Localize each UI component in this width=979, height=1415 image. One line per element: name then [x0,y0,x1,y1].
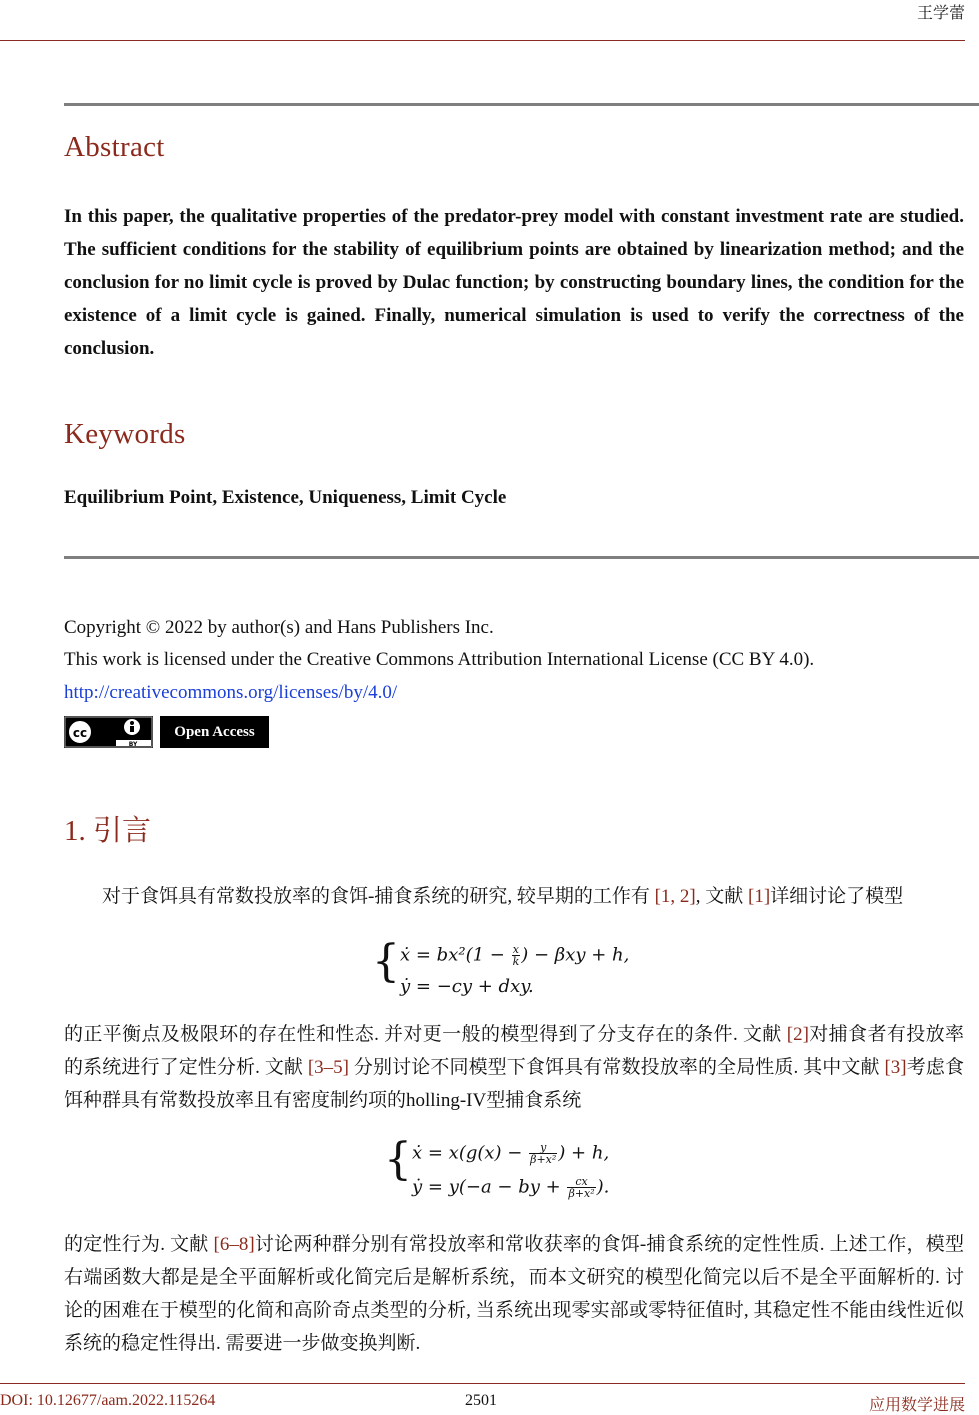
p1-text: , 文献 [695,886,749,907]
running-header-author: 王学蕾 [916,5,965,22]
p3-text: 讨论两种群分别有常投放率和常收获率的食饵-捕食系统的定性性质. 上述工作，模型右端函数大都是是全平面解析或化简完后是解析系统，而本文研究的模型化简完以后不是全平面解析的. 讨论的困难在于模型的化简和高阶奇点类型的分析, 当系统出现零实部或零特征值时, 其稳定性不能由线性近似系统的稳定性得出. 需要进一步做变换判断. [64,1234,964,1354]
equation-brace: { [372,936,400,987]
keywords-text: Equilibrium Point, Existence, Uniqueness, Limit Cycle [64,487,507,508]
p2-text: 的正平衡点及极限环的存在性和性态. 并对更一般的模型得到了分支存在的条件. 文献 [64,1024,787,1045]
equation-1-line-1: ẋ = bx²(1 − $\frac{x}{k}$ ) − βxy + h, [400,943,630,968]
paragraph-2 [64,1018,964,1117]
equation-1-line-2: ẏ = −cy + dxy. [400,976,534,997]
footer-doi[interactable]: DOI: 10.12677/aam.2022.115264 [0,1392,216,1409]
svg-text:cc: cc [72,726,88,740]
open-access-badge[interactable]: Open Access [160,716,269,748]
citation-link[interactable]: [2] [786,1024,809,1045]
abstract-heading: Abstract [64,131,165,163]
p2-text: 分别讨论不同模型下食饵具有常数投放率的全局性质. 其中文献 [349,1057,885,1078]
paragraph-1 [64,880,964,913]
page-number: 2501 [465,1392,497,1409]
p1-text: 对于食饵具有常数投放率的食饵-捕食系统的研究, 较早期的工作有 [102,886,655,907]
paragraph-3 [64,1228,964,1360]
p1-text: 详细讨论了模型 [770,886,904,907]
citation-link[interactable]: [3] [884,1057,907,1078]
p2-text: 对捕食者有投放率的系统进行了定性分析. 文献 [64,1024,964,1078]
p2-text: 考虑食饵种群具有常数投放率且有密度制约项的holling-IV型捕食系统 [64,1057,964,1111]
cc-by-icon [64,716,153,748]
equation-2-line-1: ẋ = x(g(x) − $\frac{y}{\text{β+x²}}$ ) + h, [412,1141,610,1166]
copyright-line: Copyright © 2022 by author(s) and Hans Publishers Inc. [64,617,494,638]
p3-text: 的定性行为. 文献 [64,1234,214,1255]
section-heading: 1. 引言 [64,815,152,847]
citation-link[interactable]: [1] [748,886,771,907]
footer-journal: 应用数学进展 [868,1397,965,1414]
cc-by-label: BY [128,741,138,748]
citation-link[interactable]: [6–8] [213,1234,255,1255]
abstract-bottom-rule [64,556,979,559]
license-link[interactable]: http://creativecommons.org/licenses/by/4.0/ [64,682,398,703]
citation-link[interactable]: [3–5] [307,1057,350,1078]
abstract-text: In this paper, the qualitative properties of the predator-prey model with constant investment rate are studied. The sufficient conditions for the stability of equilibrium points are obtained by linearization method; and the conclusion for no limit cycle is proved by Dulac function; by constructing boundary lines, the condition for the existence of a limit cycle is gained. Finally, numerical simulation is used to verify the correctness of the conclusion. [64,206,964,359]
equation-2-line-2: ẏ = y(−a − by + $\frac{cx}{\text{β+x²}}$ ). [412,1175,610,1200]
header-divider [0,40,965,41]
cc-by-badge[interactable] [64,716,153,748]
equation-brace: { [384,1134,412,1185]
footer-divider [0,1383,965,1384]
license-line: This work is licensed under the Creative Commons Attribution International License (CC BY 4.0). [64,649,815,670]
keywords-heading: Keywords [64,418,186,450]
abstract-top-rule [64,103,979,106]
citation-link[interactable]: [1, 2] [654,886,696,907]
